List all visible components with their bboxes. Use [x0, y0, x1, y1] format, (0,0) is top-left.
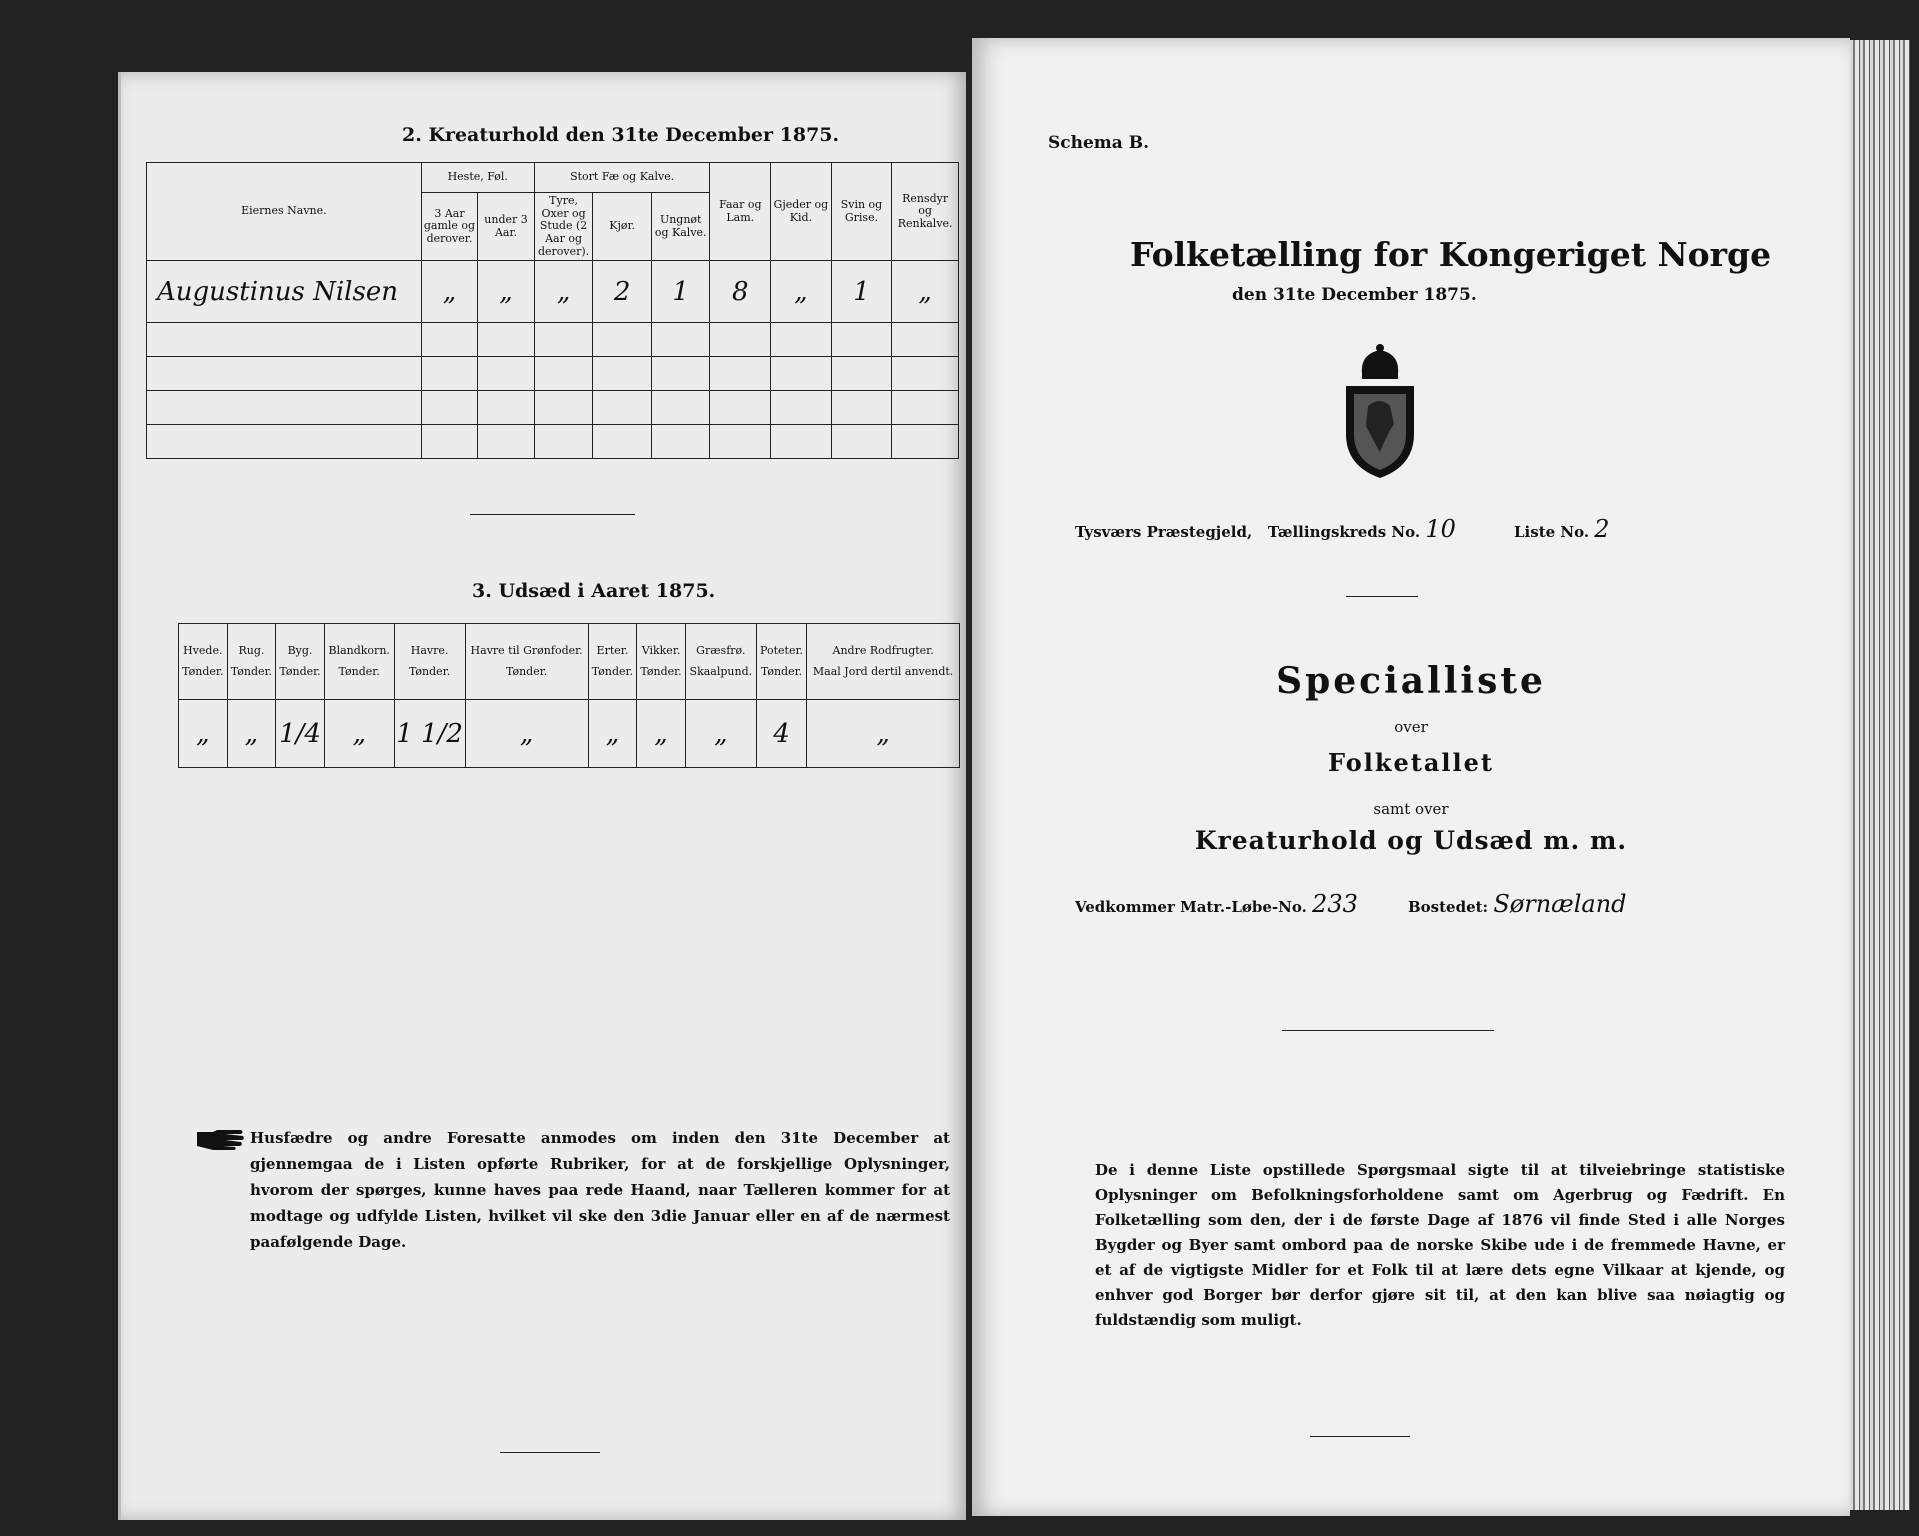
heste-a-header: 3 Aar gamle og derover.: [421, 193, 478, 261]
sowing-header-name: Havre.: [410, 643, 449, 657]
faar-cell: 8: [710, 261, 771, 323]
sowing-value: „: [179, 700, 228, 768]
owner-cell: Augustinus Nilsen: [147, 261, 422, 323]
sowing-header: [807, 624, 960, 700]
sowing-header: [588, 624, 637, 700]
sowing-header-name: Rug.: [238, 643, 265, 657]
bosted-label: Bostedet:: [1408, 898, 1489, 916]
divider: [1310, 1436, 1410, 1437]
ungnot-header: Ungnøt og Kalve.: [651, 193, 710, 261]
ungnot-cell: 1: [651, 261, 710, 323]
sowing-value: „: [637, 700, 686, 768]
rensdyr-header: Rensdyr og Renkalve.: [892, 163, 959, 261]
bosted-value: Sørnæland: [1493, 890, 1627, 918]
sowing-header-unit: Tønder.: [408, 664, 451, 678]
sowing-value: „: [227, 700, 276, 768]
sowing-header-unit: Tønder.: [505, 664, 548, 678]
gjeder-cell: „: [771, 261, 832, 323]
samt-over-label: samt over: [1373, 800, 1449, 818]
kreaturhold-label: Kreaturhold og Udsæd m. m.: [1194, 826, 1628, 855]
divider: [1282, 1030, 1494, 1031]
list-label: Liste No.: [1514, 523, 1590, 541]
sowing-header: [179, 624, 228, 700]
sowing-header-unit: Tønder.: [182, 664, 224, 678]
sowing-table: [178, 623, 960, 768]
section3-title: 3. Udsæd i Aaret 1875.: [472, 580, 716, 602]
sowing-header-unit: Tønder.: [591, 664, 634, 678]
sowing-header: [324, 624, 394, 700]
pointing-hand-icon: [195, 1128, 245, 1150]
sowing-value: „: [807, 700, 960, 768]
sowing-header-name: Vikker.: [641, 643, 681, 657]
livestock-table: [146, 162, 959, 459]
sowing-header-unit: Tønder.: [230, 664, 273, 678]
section2-title: 2. Kreaturhold den 31te December 1875.: [402, 124, 840, 146]
sowing-value: „: [324, 700, 394, 768]
kjor-header: Kjør.: [593, 193, 652, 261]
page-title: Folketælling for Kongeriget Norge: [1130, 235, 1772, 274]
sowing-header-unit: Maal Jord dertil anvendt.: [812, 664, 954, 678]
matr-label: Vedkommer Matr.-Løbe-No.: [1075, 898, 1307, 916]
table-row: [147, 391, 959, 425]
footer-explanation: De i denne Liste opstillede Spørgsmaal sigte til at tilveiebringe statistiske Oplysninger om Befolkningsforholdene samt om Agerbrug og Fædrift. En Folketælling som den, der i de første Dage af 1876 vil finde Sted i alle Norges Bygder og Byer samt ombord paa de norske Skibe ude i de fremmede Havne, er et af de vigtigste Midler for et Folk til at lære dets egne Vilkaar at kjende, og enhver god Borger bør derfor gjøre sit til, at den kan blive saa nøiagtig og fuldstændig som muligt.: [1095, 1161, 1785, 1329]
coat-of-arms-icon: [1340, 344, 1420, 480]
tyre-cell: „: [534, 261, 593, 323]
svin-header: Svin og Grise.: [831, 163, 892, 261]
sowing-value: „: [465, 700, 588, 768]
sowing-header: [685, 624, 756, 700]
district-label: Tællingskreds No.: [1267, 523, 1421, 541]
heste-header: Heste, Føl.: [421, 163, 534, 193]
sowing-header: [465, 624, 588, 700]
sowing-value: 4: [756, 700, 806, 768]
kjor-cell: 2: [593, 261, 652, 323]
sowing-header-name: Byg.: [287, 643, 313, 657]
sowing-header-name: Græsfrø.: [696, 643, 746, 657]
sowing-header-name: Poteter.: [760, 643, 804, 657]
district-value: 10: [1425, 515, 1456, 543]
sowing-header-unit: Tønder.: [640, 664, 682, 678]
sowing-header-name: Blandkorn.: [328, 643, 390, 657]
sowing-header-name: Hvede.: [183, 643, 223, 657]
divider: [470, 514, 635, 515]
folketallet-label: Folketallet: [1328, 748, 1494, 777]
page-subtitle: den 31te December 1875.: [1232, 285, 1477, 305]
sowing-value: „: [588, 700, 637, 768]
sowing-header-name: Havre til Grønfoder.: [470, 643, 583, 657]
svin-cell: 1: [831, 261, 892, 323]
sowing-value: „: [685, 700, 756, 768]
heste-b-cell: „: [478, 261, 535, 323]
divider: [1346, 596, 1418, 597]
household-notice: Husfædre og andre Foresatte anmodes om inden den 31te December at gjennemgaa de i Listen opførte Rubriker, for at de forskjellige Oplysninger, hvorom der spørges, kunne haves paa rede Haand, naar Tælleren kommer for at modtage og udfylde Listen, hvilket vil ske den 3die Januar eller en af de nærmest paafølgende Dage.: [250, 1129, 950, 1251]
sowing-value: 1/4: [276, 700, 325, 768]
sowing-header-unit: Tønder.: [338, 664, 380, 678]
rensdyr-cell: „: [892, 261, 959, 323]
sowing-header: [756, 624, 806, 700]
sowing-header: [637, 624, 686, 700]
sowing-header-unit: Skaalpund.: [689, 664, 753, 678]
tyre-header: Tyre, Oxer og Stude (2 Aar og derover).: [534, 193, 593, 261]
list-value: 2: [1594, 515, 1610, 543]
sowing-header-name: Erter.: [596, 643, 629, 657]
sowing-value: 1 1/2: [394, 700, 465, 768]
table-row: [147, 323, 959, 357]
parish-label: Tysværs Præstegjeld,: [1075, 523, 1253, 541]
matr-value: 233: [1312, 890, 1358, 918]
owner-header: Eiernes Navne.: [147, 163, 422, 261]
sowing-header-unit: Tønder.: [760, 664, 803, 678]
faar-header: Faar og Lam.: [710, 163, 771, 261]
gjeder-header: Gjeder og Kid.: [771, 163, 832, 261]
sowing-header-unit: Tønder.: [279, 664, 321, 678]
schema-label: Schema B.: [1048, 133, 1150, 153]
sowing-header-name: Andre Rodfrugter.: [832, 643, 934, 657]
page-edges: [1850, 40, 1910, 1510]
table-row: [147, 357, 959, 391]
divider: [500, 1452, 600, 1453]
over-label: over: [1394, 718, 1428, 736]
stort-fae-header: Stort Fæ og Kalve.: [534, 163, 710, 193]
table-row: [147, 425, 959, 459]
sowing-header: [227, 624, 276, 700]
heste-b-header: under 3 Aar.: [478, 193, 535, 261]
heste-a-cell: „: [421, 261, 478, 323]
special-list-title: Specialliste: [1276, 660, 1546, 702]
sowing-header: [394, 624, 465, 700]
sowing-header: [276, 624, 325, 700]
